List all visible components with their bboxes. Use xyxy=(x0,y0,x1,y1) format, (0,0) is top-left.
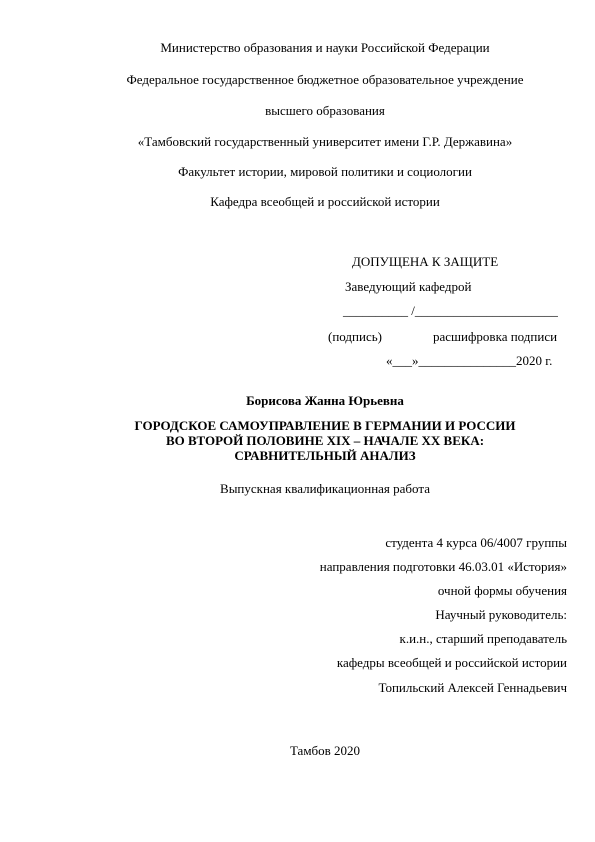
supervisor-degree: к.и.н., старший преподаватель xyxy=(399,631,567,646)
signature-caption: (подпись) xyxy=(328,329,382,344)
study-form-line: очной формы обучения xyxy=(437,583,567,598)
work-title-line-1: ГОРОДСКОЕ САМОУПРАВЛЕНИЕ В ГЕРМАНИИ И РОССИИ xyxy=(134,418,516,433)
education-level-line: высшего образования xyxy=(265,103,385,118)
approval-heading: ДОПУЩЕНА К ЗАЩИТЕ xyxy=(352,254,499,269)
department-line: Кафедра всеобщей и российской истории xyxy=(210,194,440,209)
author-name: Борисова Жанна Юрьевна xyxy=(246,393,404,408)
work-title-line-3: СРАВНИТЕЛЬНЫЙ АНАЛИЗ xyxy=(234,448,416,463)
work-title-line-2: ВО ВТОРОЙ ПОЛОВИНЕ XIX – НАЧАЛЕ XX ВЕКА: xyxy=(165,433,485,448)
direction-line: направления подготовки 46.03.01 «История» xyxy=(319,559,567,574)
ministry-line: Министерство образования и науки Российской Федерации xyxy=(160,40,490,55)
faculty-line: Факультет истории, мировой политики и социологии xyxy=(178,164,472,179)
work-title xyxy=(0,418,595,463)
city-year: Тамбов 2020 xyxy=(289,743,361,758)
approval-role: Заведующий кафедрой xyxy=(345,279,472,294)
student-line: студента 4 курса 06/4007 группы xyxy=(385,535,567,550)
supervisor-department: кафедры всеобщей и российской истории xyxy=(336,655,567,670)
signature-line: __________ /______________________ xyxy=(343,303,558,318)
decoding-caption: расшифровка подписи xyxy=(433,329,558,344)
supervisor-label: Научный руководитель: xyxy=(435,607,567,622)
work-type: Выпускная квалификационная работа xyxy=(220,481,430,496)
approval-date-line: «___»_______________2020 г. xyxy=(386,353,553,368)
supervisor-name: Топильский Алексей Геннадьевич xyxy=(378,680,567,695)
institution-type-line: Федеральное государственное бюджетное образовательное учреждение xyxy=(126,72,524,87)
university-line: «Тамбовский государственный университет имени Г.Р. Державина» xyxy=(137,134,513,149)
